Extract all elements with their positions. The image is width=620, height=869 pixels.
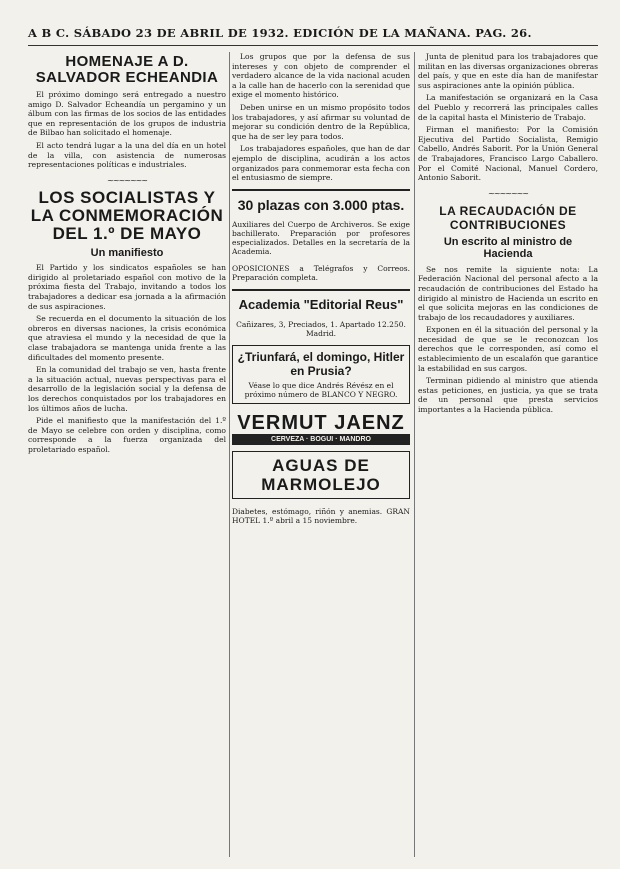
- article-paragraph: Los grupos que por la defensa de sus intereses y con objeto de comprender el verdadero alcance de la vida nacional acuden a la calle han de hacerlo con la serenidad que exige el momento histórico.: [232, 52, 410, 100]
- manifiesto-subheadline: Un manifiesto: [90, 246, 164, 259]
- manifiesto-paragraph: En la comunidad del trabajo se ven, hasta frente a la situación actual, nuevas perspectivas para el desarrollo de la legislación social y la defensa de los derechos conquistados por los trabajadores en los últimos años de lucha.: [28, 365, 226, 413]
- column-2: [232, 52, 410, 862]
- plazas-ad-note: OPOSICIONES a Telégrafos y Correos. Preparación completa.: [232, 263, 410, 282]
- article-paragraph: Deben unirse en un mismo propósito todos los trabajadores, y así afirmar su voluntad de mejorar su condición dentro de la República, que ha de ser ley para todos.: [232, 102, 410, 141]
- homenaje-text: El próximo domingo será entregado a nuestro amigo D. Salvador Echeandía un pergamino y un álbum con las firmas de los socios de las entidades que en representación de los grupos de industria de Bilbao han solicitado el homenaje.: [28, 90, 226, 138]
- article-paragraph: Exponen en él la situación del personal y la necesidad de que se le reconozcan los derechos que le corresponden, así como el establecimiento de un escalafón que garantice la estabilidad en sus cargos.: [418, 325, 598, 373]
- recaudacion-headline: LA RECAUDACIÓN DE CONTRIBUCIONES: [439, 203, 577, 232]
- vermut-ad-sub: CERVEZA · BOGUI · MANDRO: [232, 434, 410, 445]
- ornament-divider: ~~~~~~~: [488, 188, 528, 198]
- article-paragraph: Los trabajadores españoles, que han de dar ejemplo de disciplina, acudirán a los actos organizados para conmemorar esta fecha con el entusiasmo de siempre.: [232, 144, 410, 183]
- article-paragraph: Junta de plenitud para los trabajadores que militan en las diversas organizaciones obreras del país, y que en este día han de manifestar sus aspiraciones ante la opinión pública.: [418, 52, 598, 90]
- page-header: A B C. SÁBADO 23 DE ABRIL DE 1932. EDICIÓN DE LA MAÑANA. PAG. 26.: [28, 26, 532, 40]
- homenaje-headline: HOMENAJE A D. SALVADOR ECHEANDIA: [35, 53, 219, 86]
- column-1: [28, 52, 226, 862]
- homenaje-text-2: El acto tendrá lugar a la una del día en un hotel de la villa, con asistencia de numerosas representaciones políticas e industriales.: [28, 140, 226, 170]
- marmolejo-ad-box: [232, 451, 410, 499]
- column-divider: [414, 52, 415, 857]
- article-paragraph: Se nos remite la siguiente nota: La Federación Nacional del personal afecto a la recaudación de contribuciones del Estado ha dirigido al ministro de Hacienda un escrito en el que solicita mejoras en las condiciones de trabajo de los recaudadores y auxiliares.: [418, 264, 598, 322]
- ad-rule: [232, 189, 410, 191]
- article-paragraph: Firman el manifiesto: Por la Comisión Ejecutiva del Partido Socialista, Remigio Cabello, Andrés Saborit. Por la Unión General de Trabajadores, Francisco Largo Caballero. Por el Comité Nacional, Manuel Cordero, Antonio Saborit.: [418, 125, 598, 183]
- hacienda-subheadline: Un escrito al ministro de Hacienda: [443, 235, 573, 261]
- manifiesto-paragraph: Se recuerda en el documento la situación de los obreros en diversas naciones, la crisis económica que atraviesa el mundo y la necesidad de que la clase trabajadora se mantenga unida frente a las dificultades del momento presente.: [28, 314, 226, 362]
- marmolejo-ad-text: Diabetes, estómago, riñón y anemias. GRAN HOTEL 1.º abril a 15 noviembre.: [232, 506, 410, 525]
- vermut-ad-title: VERMUT JAENZ: [237, 412, 405, 435]
- manifiesto-paragraph: El Partido y los sindicatos españoles se han dirigido al proletariado español con motivo de la próxima fiesta del Trabajo, invitando a todos los trabajadores a dedicar esa jornada a la afirmación de sus aspiraciones.: [28, 263, 226, 311]
- plazas-ad-title: 30 plazas con 3.000 ptas.: [237, 196, 405, 213]
- marmolejo-ad-title: AGUAS DE MARMOLEJO: [261, 456, 381, 495]
- academia-ad-text: Cañizares, 3, Preciados, 1. Apartado 12.250. Madrid.: [236, 319, 406, 338]
- header-rule: [28, 45, 598, 46]
- manifiesto-paragraph: Pide el manifiesto que la manifestación del 1.º de Mayo se celebre con orden y disciplina, como corresponde a la fuerza organizada del proletariado español.: [28, 416, 226, 454]
- ad-rule: [232, 289, 410, 291]
- hitler-ad-text: Véase lo que dice Andrés Révész en el próximo número de BLANCO Y NEGRO.: [244, 381, 398, 400]
- article-paragraph: La manifestación se organizará en la Casa del Pueblo y recorrerá las principales calles de la capital hasta el Ministerio de Trabajo.: [418, 93, 598, 122]
- academia-ad-title: Academia "Editorial Reus": [238, 297, 404, 313]
- column-3: [418, 52, 598, 862]
- article-paragraph: Terminan pidiendo al ministro que atienda estas peticiones, en justicia, ya que se trata de un personal que presta servicios importantes a la Hacienda pública.: [418, 376, 598, 415]
- hitler-ad-title: ¿Triunfará, el domingo, Hitler en Prusia?: [237, 350, 405, 379]
- socialistas-headline: LOS SOCIALISTAS Y LA CONMEMORACIÓN DEL 1.º DE MAYO: [30, 187, 224, 243]
- plazas-ad-text: Auxiliares del Cuerpo de Archiveros. Se exige bachillerato. Preparación por profesores especializados. Detalles en la secretaría de la Academia.: [232, 220, 410, 257]
- ornament-divider: ~~~~~~~: [107, 175, 147, 185]
- hitler-ad-box: [232, 345, 410, 404]
- column-divider: [229, 52, 230, 857]
